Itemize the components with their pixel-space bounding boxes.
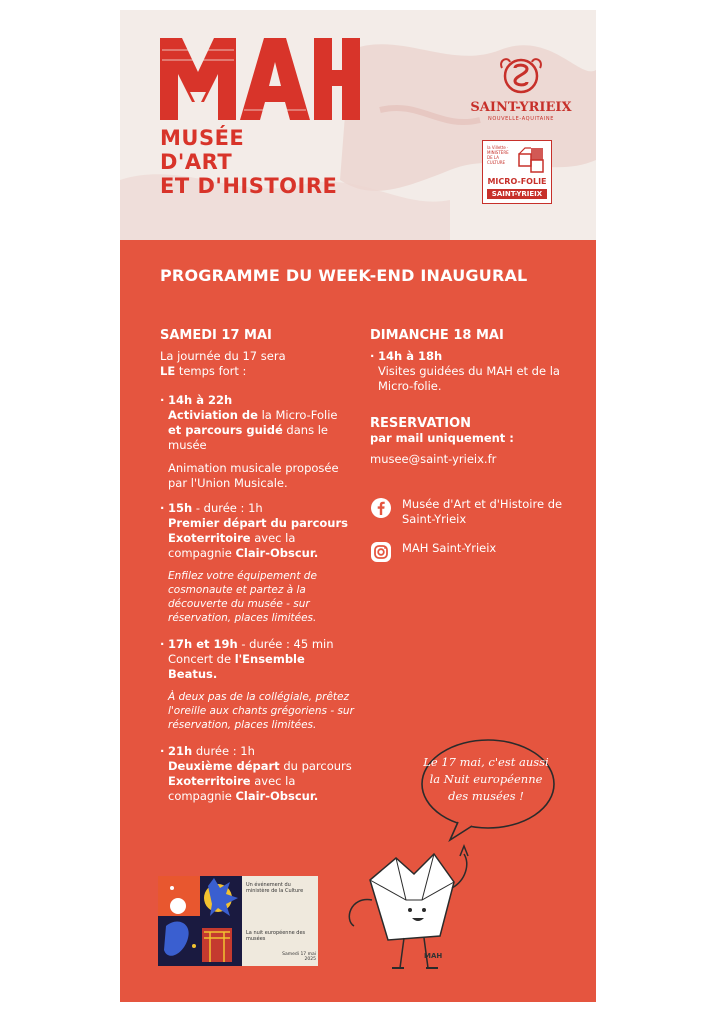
reservation-title: RESERVATION (370, 416, 472, 431)
event-desc-bold: et parcours guidé (168, 423, 283, 437)
micro-folie-badge (482, 140, 552, 204)
city-name: SAINT-YRIEIX (470, 100, 572, 115)
saturday-heading: SAMEDI 17 MAI (160, 328, 272, 343)
museum-name-line-3: ET D'HISTOIRE (160, 174, 338, 198)
event-desc-bold: Activiation de (168, 408, 258, 422)
micro-folie-city: SAINT-YRIEIX (487, 189, 547, 199)
facebook-icon (370, 497, 392, 519)
event-item (370, 349, 570, 394)
instagram-link[interactable] (370, 541, 570, 565)
saturday-intro (160, 349, 355, 379)
event-item (160, 501, 355, 561)
poster-artwork (158, 876, 242, 966)
museum-name-line-2: D'ART (160, 150, 233, 174)
event-item (160, 637, 355, 682)
event-note: À deux pas de la collégiale, prêtez l'oreille aux chants grégoriens - sur réservation, places limitées. (168, 691, 354, 731)
header-band (120, 10, 596, 240)
page-title: PROGRAMME DU WEEK-END INAUGURAL (160, 266, 528, 285)
event-desc: du parcours (279, 759, 352, 773)
event-desc-bold: Clair-Obscur. (235, 789, 319, 803)
saturday-intro-rest: temps fort : (175, 364, 247, 378)
event-time: 14h à 22h (168, 393, 233, 407)
event-desc: la Micro-Folie (257, 408, 338, 422)
micro-folie-title: MICRO-FOLIE (487, 177, 547, 186)
museum-name (160, 126, 337, 198)
poster-text-organizer: Un événement du ministère de la Culture (246, 882, 304, 894)
event-duration: durée : 1h (192, 744, 255, 758)
poster-text-date: Samedi 17 mai 2025 (282, 952, 316, 962)
event-desc-bold: Deuxième départ (168, 759, 280, 773)
sunday-heading: DIMANCHE 18 MAI (370, 328, 504, 343)
flyer (120, 10, 596, 1002)
event-desc: avec la compagnie (168, 531, 296, 560)
instagram-icon (370, 541, 392, 563)
event-desc-bold: Clair-Obscur. (235, 546, 319, 560)
poster-text-title: La nuit européenne des musées (246, 930, 306, 942)
event-desc: dans le musée (168, 423, 328, 452)
micro-folie-partners: la Villette · MINISTÈRE DE LA CULTURE (487, 145, 509, 165)
saturday-intro-bold: LE (160, 364, 176, 378)
event-desc: Concert de (168, 652, 235, 666)
mascot-illustration (330, 840, 490, 980)
event-time: 17h et 19h (168, 637, 238, 651)
saturday-intro-line: La journée du 17 sera (160, 349, 286, 363)
micro-folie-cube-icon (517, 144, 549, 174)
event-time: 14h à 18h (378, 349, 443, 363)
event-item (160, 744, 355, 804)
event-duration: - durée : 45 min (237, 637, 334, 651)
event-duration: - durée : 1h (192, 501, 263, 515)
reservation-email[interactable]: musee@saint-yrieix.fr (370, 452, 497, 466)
saturday-column (160, 328, 355, 812)
museum-name-line-1: MUSÉE (160, 126, 245, 150)
mascot-label: MAH (424, 952, 443, 960)
nuit-des-musees-poster (158, 876, 318, 966)
city-region: NOUVELLE-AQUITAINE (487, 116, 554, 122)
facebook-label: Musée d'Art et d'Histoire de Saint-Yrieix (402, 497, 563, 526)
instagram-label: MAH Saint-Yrieix (402, 541, 497, 555)
event-note: Enfilez votre équipement de cosmonaute et partez à la découverte du musée - sur réservation, places limitées. (168, 570, 317, 624)
event-desc: avec la compagnie (168, 774, 296, 803)
event-desc-bold: Exoterritoire (168, 774, 251, 788)
event-time: 15h (168, 501, 193, 515)
event-item (160, 393, 355, 453)
event-extra: Animation musicale proposée par l'Union Musicale. (168, 461, 339, 490)
event-desc-bold: l'Ensemble Beatus. (168, 652, 305, 681)
reservation-subtitle: par mail uniquement : (370, 431, 514, 445)
speech-bubble-text: Le 17 mai, c'est aussi la Nuit européenne des musées ! (423, 755, 549, 803)
event-time: 21h (168, 744, 193, 758)
sunday-column (370, 328, 570, 579)
mah-logo (160, 36, 360, 122)
event-desc: Visites guidées du MAH et de la Micro-folie. (378, 364, 560, 393)
facebook-link[interactable] (370, 497, 570, 527)
event-desc-bold: Premier départ du parcours Exoterritoire (168, 516, 349, 545)
